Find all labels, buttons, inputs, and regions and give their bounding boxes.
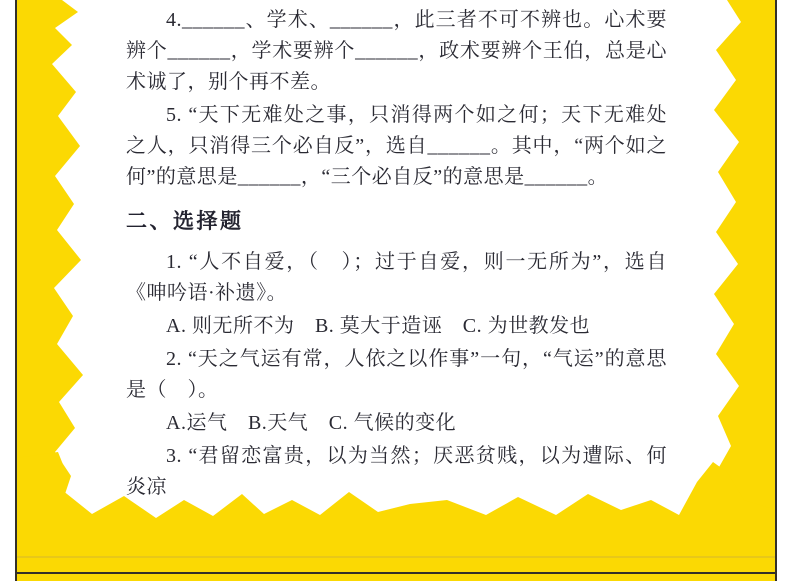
torn-edge-right [714,0,776,518]
page-edge-line-bottom [15,572,777,574]
section-heading-choice: 二、选择题 [126,209,244,233]
choice-question-2-text: 2. “天之气运有常，人依之以作事”一句，“气运”的意思是（ ）。 [126,348,667,401]
page-edge-line-left [15,0,17,581]
choice-question-2-options: A.运气 B.天气 C. 气候的变化 [166,412,457,434]
fill-in-question-5: 5. “天下无难处之事，只消得两个如之何；天下无难处之人，只消得三个必自反”，选自______。其中，“两个如之何”的意思是______，“三个必自反”的意思是______。 [126,104,667,188]
page-content [126,5,667,505]
page-edge-line-right [775,0,777,581]
choice-question-3-text: 3. “君留恋富贵，以为当然；厌恶贫贱，以为遭际、何炎凉 [126,445,667,498]
fill-in-question-4: 4.______、学术、______，此三者不可不辨也。心术要辨个______，学术要辨个______，政术要辨个王伯，总是心术诚了，别个再不差。 [126,9,667,93]
choice-question-1-text: 1. “人不自爱，（ ）；过于自爱，则一无所为”，选自《呻吟语·补遗》。 [126,251,667,304]
choice-question-1-options: A. 则无所不为 B. 莫大于造诬 C. 为世教发也 [166,315,591,337]
